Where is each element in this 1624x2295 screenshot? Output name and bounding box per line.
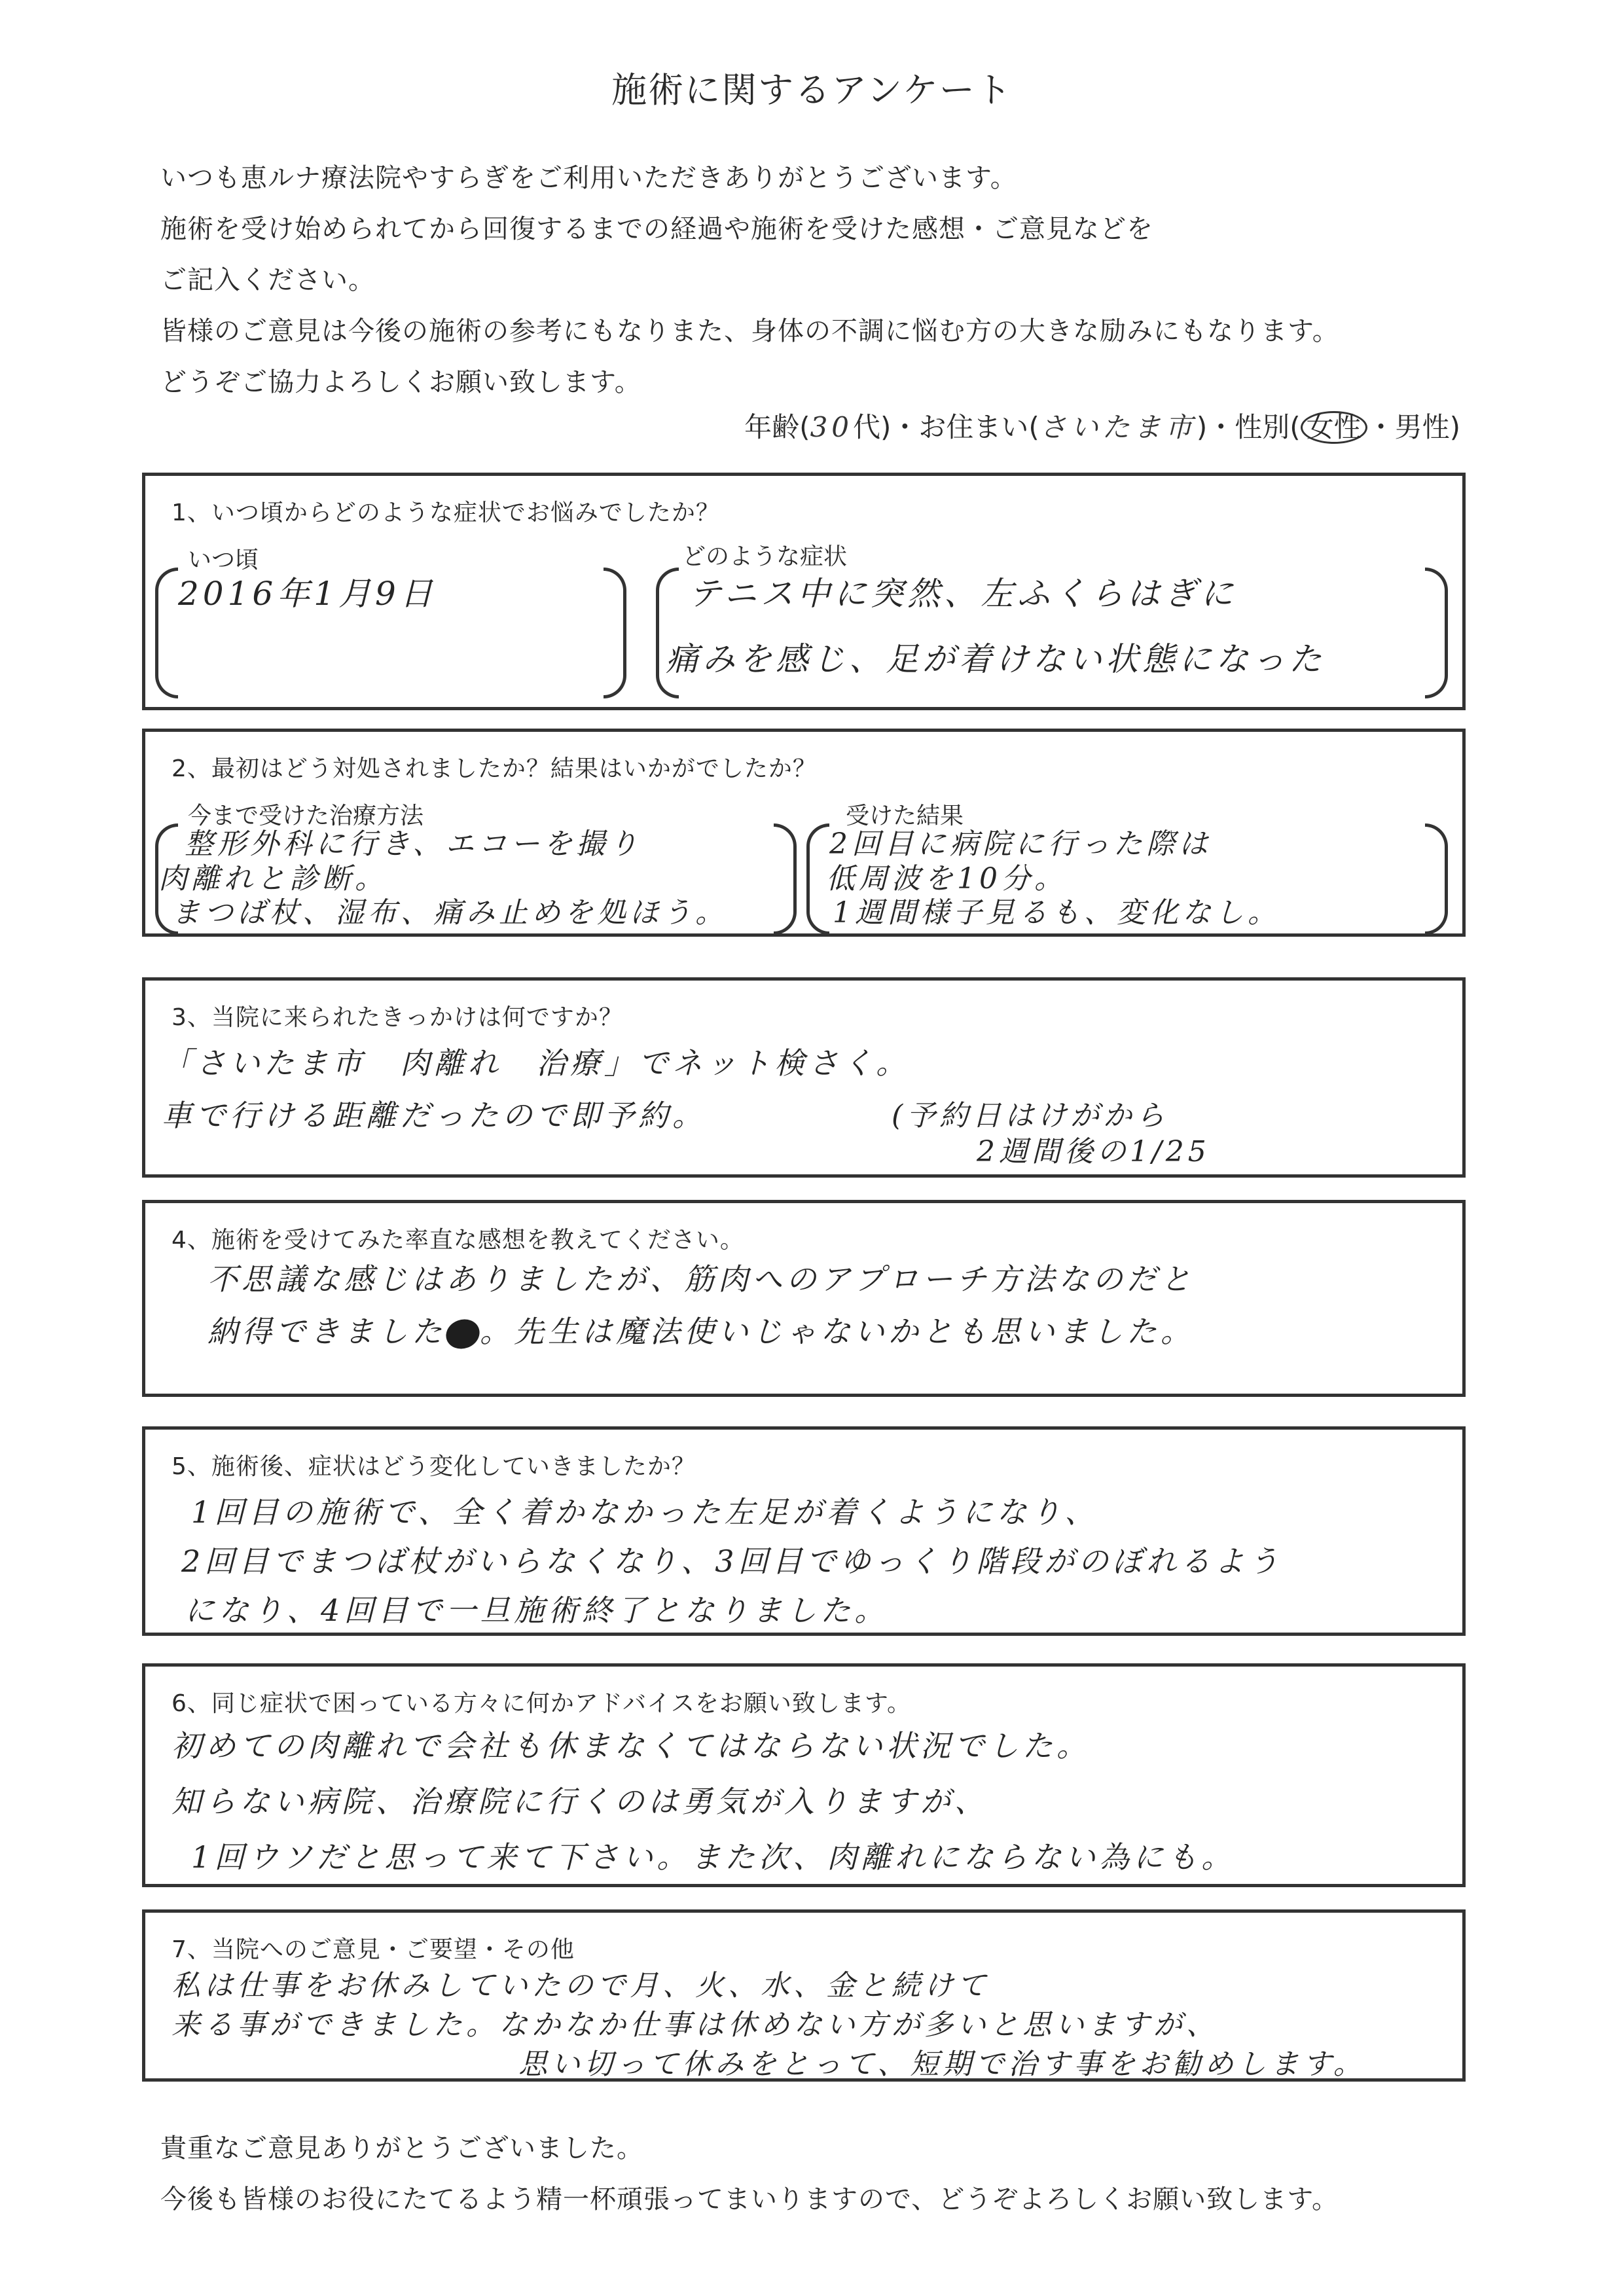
footer-thanks: 貴重なご意見ありがとうございました。 (160, 2133, 643, 2163)
question-3-box (142, 977, 1466, 1178)
when-label: いつ頃 (188, 547, 259, 573)
answer-line: 1回目の施術で、全く着かなかった左足が着くようになり、 (191, 1494, 1099, 1530)
age-value: 30 (810, 411, 854, 443)
gender-female-circled: 女性 (1301, 411, 1367, 444)
page-title: 施術に関するアンケート (611, 69, 1013, 111)
answer-line: 不思議な感じはありましたが、筋肉へのアプローチ方法なのだと (208, 1261, 1195, 1297)
result-answer-line: 2回目に病院に行った際は (829, 827, 1212, 861)
bracket-close (1425, 823, 1448, 935)
intro-line: いつも恵ルナ療法院やすらぎをご利用いただきありがとうございます。 (160, 163, 1017, 193)
bracket-close (1425, 568, 1448, 698)
symptom-answer-line: テニス中に突然、左ふくらはぎに (689, 575, 1237, 613)
age-label: 年齢( (744, 411, 810, 443)
residence-suffix: )・性別( (1196, 411, 1301, 443)
question-6: 6、同じ症状で困っている方々に何かアドバイスをお願い致します。 (171, 1690, 911, 1717)
scribble-mark (442, 1314, 484, 1353)
question-5-box (142, 1426, 1466, 1636)
gender-male: ・男性) (1367, 411, 1460, 443)
answer-line: 初めての肉離れで会社も休まなくてはならない状況でした。 (171, 1728, 1091, 1763)
intro-line: ご記入ください。 (160, 265, 375, 295)
residence-value: さいたま市 (1039, 411, 1197, 443)
answer-line: になり、4回目で一旦施術終了となりました。 (185, 1593, 889, 1628)
answer-line: 「さいたま市 肉離れ 治療」でネット検さく。 (162, 1045, 911, 1081)
question-3: 3、当院に来られたきっかけは何ですか？ (171, 1004, 623, 1031)
question-4: 4、施術を受けてみた率直な感想を教えてください。 (171, 1227, 744, 1254)
note-line: (予約日はけがから (892, 1099, 1169, 1132)
answer-line: 2回目でまつば杖がいらなくなり、3回目でゆっくり階段がのぼれるよう (181, 1544, 1283, 1579)
symptom-label: どのような症状 (682, 543, 848, 570)
intro-line: 皆様のご意見は今後の施術の参考にもなりまた、身体の不調に悩む方の大きな励みにもなります。 (160, 316, 1339, 346)
answer-text: 納得できました (208, 1314, 446, 1349)
answer-line: 思い切って休みをとって、短期で治す事をお勧めします。 (518, 2048, 1366, 2081)
bracket-close (774, 823, 797, 935)
demographics-line (744, 406, 1460, 445)
question-4-box (142, 1200, 1466, 1397)
note-line: 2週間後の1/25 (977, 1135, 1210, 1168)
treatment-answer-line: 整形外科に行き、エコーを撮り (185, 827, 642, 861)
bracket-close (604, 568, 626, 698)
question-1: 1、いつ頃からどのような症状でお悩みでしたか？ (171, 499, 720, 526)
result-answer-line: 1週間様子見るも、変化なし。 (833, 896, 1280, 930)
bracket-open (155, 568, 178, 698)
answer-line: 車で行ける距離だったので即予約。 (162, 1098, 706, 1133)
answer-line: 1回ウソだと思って来て下さい。また次、肉離れにならない為にも。 (191, 1839, 1236, 1875)
treatment-answer-line: まつば杖、湿布、痛み止めを処ほう。 (171, 896, 728, 930)
intro-line: 施術を受け始められてから回復するまでの経過や施術を受けた感想・ご意見などを (160, 214, 1153, 244)
question-7: 7、当院へのご意見・ご要望・その他 (171, 1936, 575, 1963)
age-suffix: 代)・お住まい( (853, 411, 1039, 443)
intro-line: どうぞご協力よろしくお願い致します。 (160, 367, 641, 397)
question-2-box (142, 729, 1466, 937)
question-7-box (142, 1909, 1466, 2082)
answer-line: 知らない病院、治療院に行くのは勇気が入りますが、 (171, 1784, 988, 1819)
when-answer: 2016年1月9日 (178, 575, 437, 613)
result-answer-line: 低周波を10分。 (826, 862, 1067, 895)
answer-text: 。先生は魔法使いじゃないかとも思いました。 (480, 1314, 1195, 1349)
answer-line: 来る事ができました。なかなか仕事は休めない方が多いと思いますが、 (171, 2008, 1219, 2042)
question-5: 5、施術後、症状はどう変化していきましたか？ (171, 1453, 696, 1480)
question-1-box (142, 473, 1466, 710)
result-label: 受けた結果 (846, 803, 964, 829)
question-2: 2、最初はどう対処されましたか？結果はいかがでしたか？ (171, 755, 817, 782)
treatment-label: 今まで受けた治療方法 (188, 803, 424, 829)
footer-closing: 今後も皆様のお役にたてるよう精一杯頑張ってまいりますので、どうぞよろしくお願い致します。 (160, 2184, 1339, 2214)
symptom-answer-line: 痛みを感じ、足が着けない状態になった (666, 640, 1326, 678)
answer-line: 私は仕事をお休みしていたので月、火、水、金と続けて (171, 1969, 990, 2002)
answer-line (208, 1308, 1195, 1351)
question-6-box (142, 1663, 1466, 1887)
treatment-answer-line: 肉離れと診断。 (158, 862, 388, 895)
